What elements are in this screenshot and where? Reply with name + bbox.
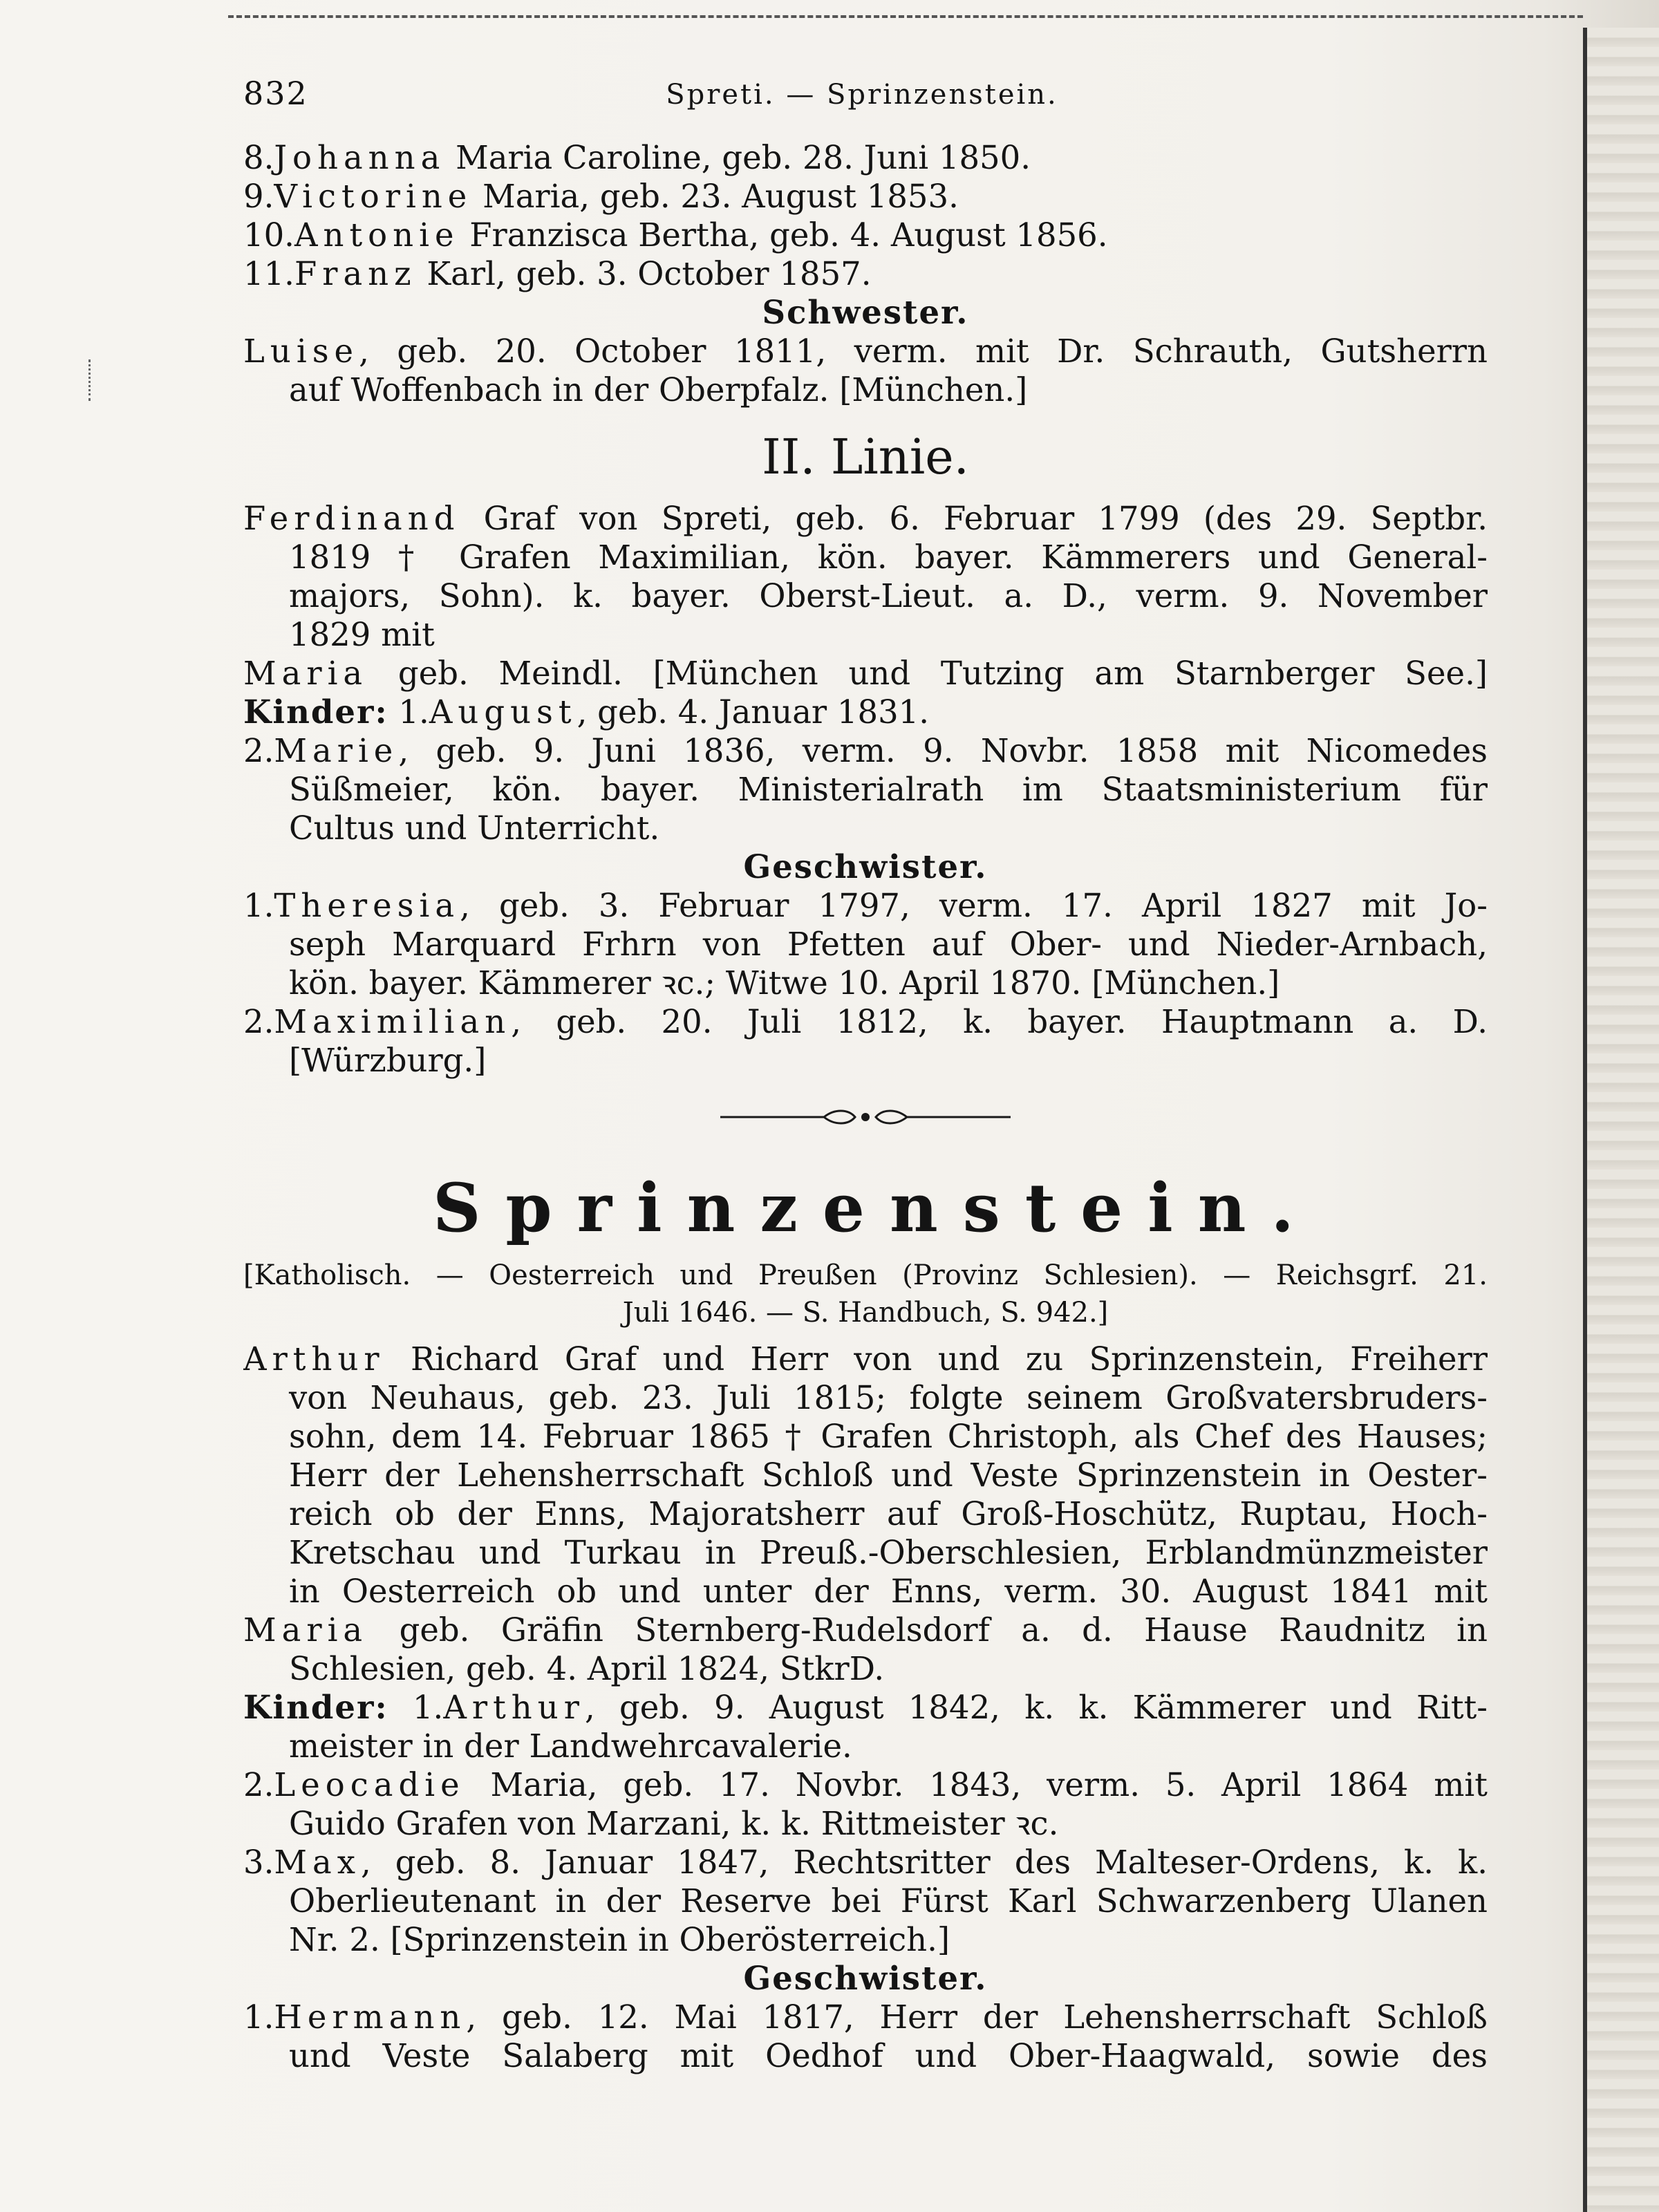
person-name: August	[429, 693, 577, 731]
entry-ferdinand-line	[243, 499, 1488, 538]
item-number: 2.	[243, 1003, 274, 1040]
entry-arthur-line: in Oesterreich ob und unter der Enns, verm. 30. August 1841 mit	[289, 1573, 1488, 1610]
entry-text: , geb. 4. Januar 1831.	[577, 693, 930, 731]
person-name: Luise	[243, 332, 359, 370]
entry-text: geb. Meindl. [München und Tutzing am Starnberger See.]	[368, 655, 1488, 692]
page-body	[243, 138, 1488, 2075]
adjacent-page-edge	[1583, 28, 1659, 2212]
list-item	[243, 254, 1488, 293]
person-name: Maximilian	[274, 1003, 512, 1040]
entry-maria-meindl	[243, 654, 1488, 693]
entry-maximilian-line	[243, 1002, 1488, 1041]
top-dashed-rule	[228, 15, 1583, 18]
page-number: 832	[243, 75, 308, 112]
entry-luise-line	[243, 332, 1488, 371]
item-number: 3.	[243, 1844, 274, 1881]
margin-marks	[88, 359, 111, 401]
item-text: Maria, geb. 23. August 1853.	[472, 178, 959, 215]
item-number: 11.	[243, 255, 294, 292]
item-number: 1.	[243, 1998, 274, 2036]
entry-text: , geb. 12. Mai 1817, Herr der Lehensherrschaft Schloß	[466, 1998, 1488, 2036]
entry-kinder-s-line	[243, 1688, 1488, 1727]
entry-ferdinand-line: majors, Sohn). k. bayer. Oberst-Lieut. a. D., verm. 9. November	[289, 577, 1488, 615]
entry-hermann-line: und Veste Salaberg mit Oedhof und Ober-Haagwald, sowie des	[289, 2037, 1488, 2074]
person-name: Marie	[274, 732, 399, 769]
section-title: Sprinzenstein.	[433, 1169, 1319, 1247]
person-name: Leocadie	[274, 1766, 465, 1803]
entry-text: Richard Graf und Herr von und zu Sprinzenstein, Freiherr	[384, 1340, 1488, 1378]
item-text: Franzisca Bertha, geb. 4. August 1856.	[459, 216, 1108, 254]
person-name: Victorine	[274, 178, 473, 215]
person-name: Max	[274, 1844, 361, 1881]
person-name: Johanna	[274, 139, 446, 176]
person-name: Franz	[294, 255, 417, 292]
subheading-schwester: Schwester.	[762, 293, 969, 331]
entry-maria-sternberg-line	[243, 1611, 1488, 1649]
entry-marie-line: Süßmeier, kön. bayer. Ministerialrath im Staatsministerium für	[289, 771, 1488, 808]
ornament-divider	[720, 1107, 1011, 1127]
entry-theresia-line: seph Marquard Frhrn von Pfetten auf Ober- und Nieder-Arnbach,	[289, 926, 1488, 963]
entry-maria-sternberg-line: Schlesien, geb. 4. April 1824, StkrD.	[289, 1650, 885, 1687]
entry-max-line: Oberlieutenant in der Reserve bei Fürst Karl Schwarzenberg Ulanen	[289, 1882, 1488, 1920]
item-number: 10.	[243, 216, 294, 254]
entry-kinder-s-line: meister in der Landwehrcavalerie.	[289, 1727, 852, 1765]
item-number: 9.	[243, 178, 274, 215]
item-number: 2.	[243, 1766, 274, 1803]
entry-theresia-line: kön. bayer. Kämmerer ꝛc.; Witwe 10. April 1870. [München.]	[289, 964, 1280, 1002]
entry-text: geb. Gräfin Sternberg-Rudelsdorf a. d. Hause Raudnitz in	[368, 1611, 1488, 1649]
entry-text: , geb. 9. Juni 1836, verm. 9. Novbr. 1858 mit Nicomedes	[398, 732, 1488, 769]
item-number: 1.	[243, 887, 274, 924]
page-header	[243, 75, 1481, 123]
section-meta-line: [Katholisch. — Oesterreich und Preußen (Provinz Schlesien). — Reichsgrf. 21.	[243, 1259, 1488, 1291]
list-item	[243, 177, 1488, 216]
person-name: Arthur	[443, 1689, 585, 1726]
entry-text: , geb. 3. Februar 1797, verm. 17. April 1827 mit Jo-	[460, 887, 1488, 924]
entry-luise-line: auf Woffenbach in der Oberpfalz. [München.]	[289, 371, 1028, 409]
entry-arthur-line	[243, 1340, 1488, 1378]
entry-max-line	[243, 1843, 1488, 1882]
item-number: 1.	[388, 693, 429, 731]
entry-leocadie-line: Guido Grafen von Marzani, k. k. Rittmeister ꝛc.	[289, 1805, 1059, 1842]
entry-text: , geb. 8. Januar 1847, Rechtsritter des Malteser-Ordens, k. k.	[360, 1844, 1488, 1881]
item-number: 8.	[243, 139, 274, 176]
section-heading-ii-linie: II. Linie.	[762, 429, 969, 485]
kinder-label: Kinder:	[243, 1688, 388, 1726]
running-title: Spreti. — Sprinzenstein.	[666, 79, 1058, 111]
subheading-geschwister: Geschwister.	[743, 847, 988, 885]
entry-marie-line: Cultus und Unterricht.	[289, 809, 660, 847]
kinder-label: Kinder:	[243, 693, 388, 731]
entry-leocadie-line	[243, 1765, 1488, 1804]
entry-arthur-line: Kretschau und Turkau in Preuß.-Oberschlesien, Erblandmünzmeister	[289, 1534, 1488, 1571]
entry-theresia-line	[243, 886, 1488, 925]
entry-text: , geb. 20. Juli 1812, k. bayer. Hauptmann a. D.	[511, 1003, 1488, 1040]
list-item	[243, 216, 1488, 254]
entry-maximilian-line: [Würzburg.]	[289, 1042, 487, 1079]
entry-ferdinand-line: 1829 mit	[289, 616, 435, 653]
entry-text: Maria, geb. 17. Novbr. 1843, verm. 5. April 1864 mit	[465, 1766, 1488, 1803]
person-name: Maria	[243, 655, 368, 692]
entry-text: , geb. 20. October 1811, verm. mit Dr. Schrauth, Gutsherrn	[359, 332, 1488, 370]
entry-hermann-line	[243, 1998, 1488, 2036]
entry-arthur-line: von Neuhaus, geb. 23. Juli 1815; folgte seinem Großvatersbruders-	[289, 1379, 1488, 1416]
item-number: 1.	[388, 1689, 444, 1726]
entry-arthur-line: reich ob der Enns, Majoratsherr auf Groß-Hoschütz, Ruptau, Hoch-	[289, 1495, 1488, 1533]
entry-arthur-line: Herr der Lehensherrschaft Schloß und Veste Sprinzenstein in Oester-	[289, 1456, 1488, 1494]
person-name: Theresia	[274, 887, 460, 924]
ornament-divider-row	[243, 1080, 1488, 1160]
entry-text: Graf von Spreti, geb. 6. Februar 1799 (des 29. Septbr.	[460, 500, 1488, 537]
entry-kinder-ii	[243, 693, 1488, 731]
entry-ferdinand-line: 1819 † Grafen Maximilian, kön. bayer. Kämmerers und General-	[289, 538, 1488, 576]
person-name: Hermann	[274, 1998, 467, 2036]
section-meta-line: Juli 1646. — S. Handbuch, S. 942.]	[622, 1297, 1109, 1329]
item-text: Karl, geb. 3. October 1857.	[416, 255, 872, 292]
list-item	[243, 138, 1488, 177]
entry-max-line: Nr. 2. [Sprinzenstein in Oberösterreich.]	[289, 1921, 950, 1958]
entry-text: , geb. 9. August 1842, k. k. Kämmerer und Ritt-	[584, 1689, 1488, 1726]
person-name: Antonie	[294, 216, 460, 254]
person-name: Ferdinand	[243, 500, 460, 537]
person-name: Maria	[243, 1611, 368, 1649]
section-meta	[243, 1257, 1488, 1331]
item-text: Maria Caroline, geb. 28. Juni 1850.	[445, 139, 1031, 176]
entry-arthur-line: sohn, dem 14. Februar 1865 † Grafen Christoph, als Chef des Hauses;	[289, 1418, 1488, 1455]
entry-marie-line	[243, 731, 1488, 770]
subheading-geschwister: Geschwister.	[743, 1959, 988, 1997]
item-number: 2.	[243, 732, 274, 769]
person-name: Arthur	[243, 1340, 385, 1378]
